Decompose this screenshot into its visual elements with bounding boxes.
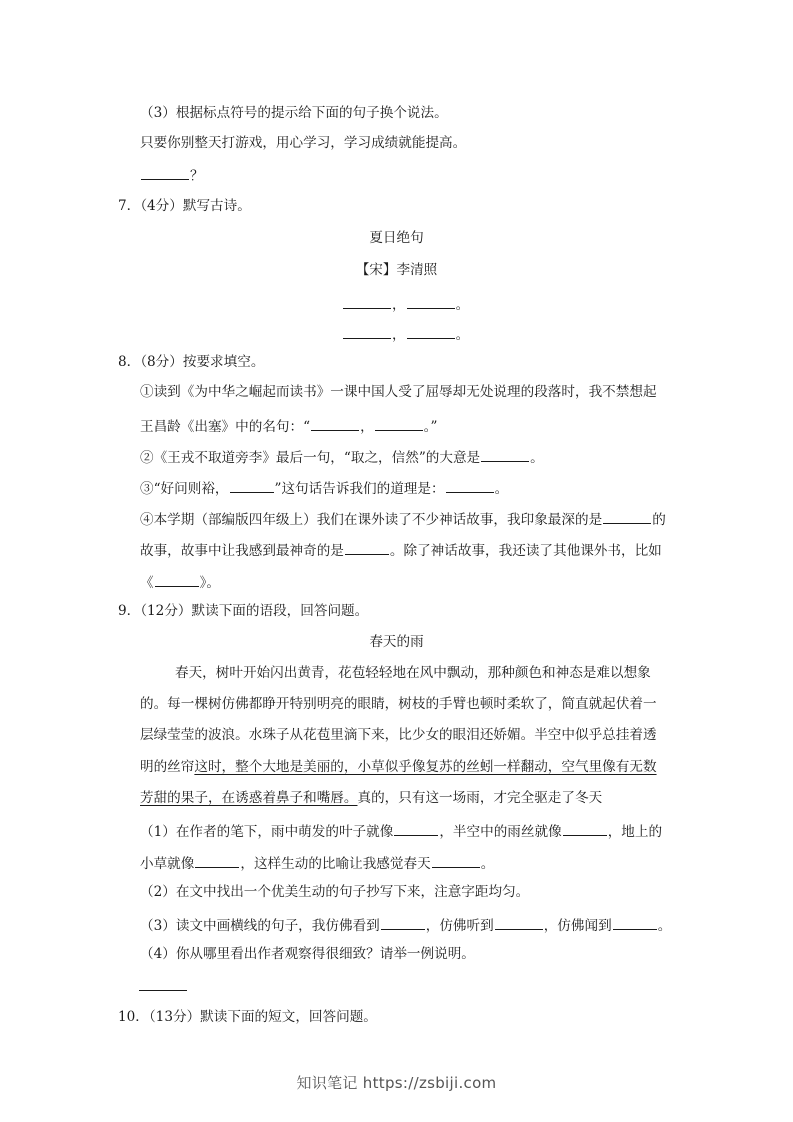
q8-item4-line1: ④本学期（部编版四年级上）我们在课外读了不少神话故事，我印象最深的是 的 <box>140 509 666 528</box>
answer-blank[interactable] <box>407 294 455 309</box>
answer-blank[interactable] <box>603 509 651 524</box>
passage-line: 的。每一棵树仿佛都睁开特别明亮的眼睛，树枝的手臂也顿时柔软了，简直就起伏着一 <box>140 696 657 712</box>
watermark: 知识笔记 https://zsbiji.com <box>296 1074 497 1092</box>
q6-answer-line: ？ <box>140 165 204 184</box>
answer-blank[interactable] <box>495 915 543 930</box>
passage-line: 芳甜的果子，在诱惑着鼻子和嘴唇。真的，只有这一场雨，才完全驱走了冬天 <box>140 790 603 806</box>
q9-sub2: （2）在文中找出一个优美生动的句子抄写下来，注意字距均匀。 <box>140 884 530 900</box>
answer-blank[interactable] <box>139 976 187 991</box>
q8-item2: ②《王戎不取道旁李》最后一句，“取之，信然”的大意是 。 <box>140 447 544 466</box>
q9-sub1-line2: 小草就像 ，这样生动的比喻让我感觉春天 。 <box>140 853 494 872</box>
answer-blank[interactable] <box>446 478 494 493</box>
q6-sentence: 只要你别整天打游戏，用心学习，学习成绩就能提高。 <box>140 135 467 151</box>
answer-blank[interactable] <box>563 821 607 836</box>
answer-blank[interactable] <box>375 416 423 431</box>
answer-blank[interactable] <box>195 853 239 868</box>
q9-header: 9．（12分）默读下面的语段，回答问题。 <box>118 603 369 619</box>
answer-blank[interactable] <box>230 478 274 493</box>
poem-author: 【宋】李清照 <box>355 262 438 278</box>
q8-item1-line1: ①读到《为中华之崛起而读书》一课中国人受了屈辱却无处说理的段落时，我不禁想起 <box>140 384 657 400</box>
answer-blank[interactable] <box>343 324 391 339</box>
answer-blank[interactable] <box>613 915 657 930</box>
q8-item4-line2: 故事，故事中让我感到最神奇的是 。除了神话故事，我还读了其他课外书，比如 <box>140 540 662 559</box>
poem-title: 夏日绝句 <box>369 230 424 246</box>
answer-blank[interactable] <box>155 572 199 587</box>
q8-header: 8．（8分）按要求填空。 <box>118 354 265 370</box>
passage-title: 春天的雨 <box>369 634 424 650</box>
q8-item4-line3: 《 》。 <box>140 572 220 591</box>
q9-sub4-answer <box>138 976 188 995</box>
answer-blank[interactable] <box>345 540 389 555</box>
answer-blank[interactable] <box>407 324 455 339</box>
answer-blank[interactable] <box>141 165 189 180</box>
q9-sub3: （3）读文中画横线的句子，我仿佛看到 ，仿佛听到 ，仿佛闻到 。 <box>140 915 671 934</box>
answer-blank[interactable] <box>343 294 391 309</box>
q9-sub4: （4）你从哪里看出作者观察得很细致？请举一例说明。 <box>140 946 475 962</box>
underlined-sentence: 芳甜的果子，在诱惑着鼻子和嘴唇。 <box>140 790 358 806</box>
answer-blank[interactable] <box>432 853 480 868</box>
answer-blank[interactable] <box>394 821 438 836</box>
poem-line-2: ， 。 <box>342 324 469 343</box>
q6-sub3-prompt: （3）根据标点符号的提示给下面的句子换个说法。 <box>140 105 448 121</box>
poem-line-1: ， 。 <box>342 294 469 313</box>
passage-line: 明的丝帘这时，整个大地是美丽的，小草似乎像复苏的丝蚓一样翻动，空气里像有无数 <box>140 759 657 775</box>
answer-blank[interactable] <box>381 915 425 930</box>
q10-header: 10．（13分）默读下面的短文，回答问题。 <box>118 1009 377 1025</box>
answer-blank[interactable] <box>481 447 529 462</box>
passage-line: 层绿莹莹的波浪。水珠子从花苞里滴下来，比少女的眼泪还娇媚。半空中似乎总挂着透 <box>140 727 657 743</box>
q9-sub1-line1: （1）在作者的笔下，雨中萌发的叶子就像 ，半空中的雨丝就像 ，地上的 <box>140 821 662 840</box>
q7-header: 7．（4分）默写古诗。 <box>118 198 251 214</box>
passage-line: 春天，树叶开始闪出黄青，花苞轻轻地在风中飘动，那种颜色和神态是难以想象 <box>175 665 651 681</box>
q8-item3: ③“好问则裕， ”这句话告诉我们的道理是： 。 <box>140 478 508 497</box>
q8-item1-line2: 王昌龄《出塞》中的名句：“ ， 。” <box>140 416 437 435</box>
underlined-sentence: 这时，整个大地是美丽的，小草似乎像复苏的丝蚓一样翻动，空气里像有无数 <box>194 759 657 775</box>
answer-blank[interactable] <box>311 416 359 431</box>
